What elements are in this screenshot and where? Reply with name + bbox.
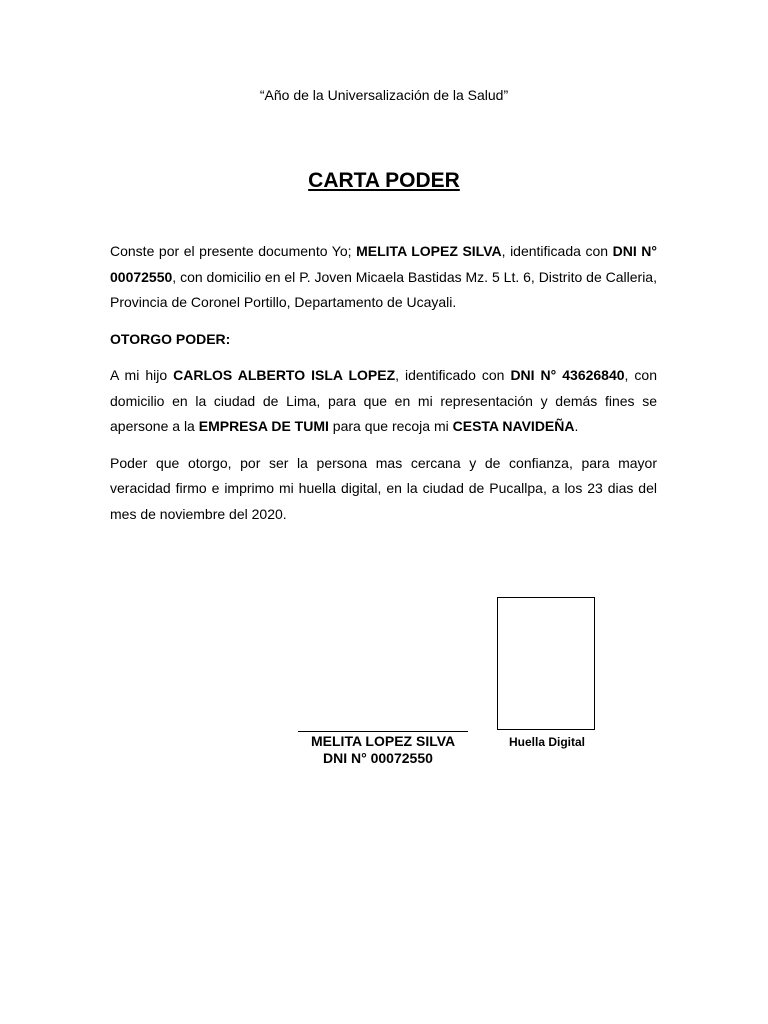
fingerprint-label: Huella Digital — [509, 735, 586, 749]
declaration-text-2: , identificada con — [501, 243, 613, 259]
document-title: CARTA PODER — [308, 169, 460, 192]
declaration-text-1: Conste por el presente documento Yo; — [110, 243, 357, 259]
document-motto: “Año de la Universalización de la Salud” — [259, 87, 509, 103]
grantee-name: CARLOS ALBERTO ISLA LOPEZ — [173, 367, 396, 383]
grant-text-3: , con domicilio en la ciudad de Lima, para que en mi representación y demás fines se apersone a la — [110, 367, 658, 434]
declaration-text-3: , con domicilio en el P. Joven Micaela Bastidas Mz. 5 Lt. 6, Distrito de Calleria, Provincia de Coronel Portillo, Departamento de Ucayali. — [110, 268, 657, 310]
grantee-dni: DNI N° 43626840 — [510, 367, 625, 383]
grant-text-4: para que recoja mi — [328, 418, 453, 434]
signature-dni: DNI N° 00072550 — [323, 750, 433, 766]
closing-paragraph: Poder que otorgo, por ser la persona mas cercana y de confianza, para mayor veracidad firmo e imprimo mi huella digital, en la ciudad de Pucallpa, a los 23 dias del mes de noviembre del 2020. — [110, 454, 657, 522]
declaration-paragraph — [110, 239, 657, 316]
company-name: EMPRESA DE TUMI — [198, 418, 329, 434]
signature-name: MELITA LOPEZ SILVA — [311, 733, 456, 749]
item-name: CESTA NAVIDEÑA — [452, 418, 575, 434]
document-body — [110, 239, 657, 538]
grantor-dni: DNI N° 00072550 — [110, 243, 657, 285]
grant-text-1: A mi hijo — [110, 367, 174, 383]
grant-paragraph — [110, 363, 657, 440]
section-heading: OTORGO PODER: — [110, 330, 231, 347]
grant-text-2: , identificado con — [395, 367, 511, 383]
signature-line — [298, 731, 468, 732]
grantor-name: MELITA LOPEZ SILVA — [356, 243, 502, 259]
grant-text-5: . — [574, 418, 579, 434]
fingerprint-box — [497, 597, 595, 730]
